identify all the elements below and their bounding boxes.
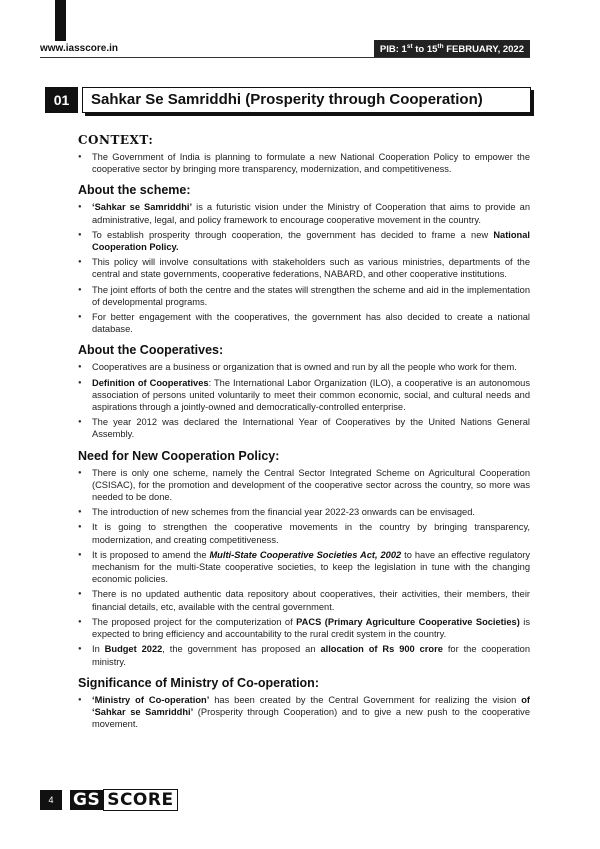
list-item: ● For better engagement with the cooperatives, the government has also decided to create a national database. [78, 311, 530, 335]
list-item: ● The introduction of new schemes from the financial year 2022-23 onwards can be envisaged. [78, 506, 530, 518]
list-item: ● ‘Ministry of Co-operation’ has been created by the Central Government for realizing the vision of ‘Sahkar se Samriddhi’ (Prosperity through Cooperation) and to give a new push to the cooperative movement. [78, 694, 530, 731]
gsscore-logo: GS SCORE [70, 790, 178, 810]
heading-cooperatives: About the Cooperatives: [78, 343, 224, 358]
list-item: ● In Budget 2022, the government has proposed an allocation of Rs 900 crore for the cooperation ministry. [78, 643, 530, 667]
list-item: ● It is proposed to amend the Multi-State Cooperative Societies Act, 2002 to have an effective regulatory mechanism for the multi-State cooperative societies, to keep the legislation in tune with the changing economic policies. [78, 549, 530, 586]
list-item: ● There is only one scheme, namely the Central Sector Integrated Scheme on Agricultural Cooperation (CSISAC), for the promotion and development of the cooperative sector across the country, so more was needed to be done. [78, 467, 530, 504]
cooperatives-list [78, 361, 530, 440]
article-body [78, 132, 530, 737]
header-divider [40, 57, 530, 58]
list-item: ● ‘Sahkar se Samriddhi’ is a futuristic vision under the Ministry of Cooperation that aims to provide an administrative, legal, and policy framework to encourage cooperative movement in the country. [78, 201, 530, 225]
list-item: ● The year 2012 was declared the International Year of Cooperatives by the United Nations General Assembly. [78, 416, 530, 440]
page-number: 4 [40, 790, 62, 810]
list-item: ● The joint efforts of both the centre and the states will strengthen the scheme and aid in the implementation of developmental programs. [78, 284, 530, 308]
significance-list [78, 694, 530, 731]
heading-need: Need for New Cooperation Policy: [78, 448, 280, 463]
list-item: ● Cooperatives are a business or organization that is owned and run by all the people who work for them. [78, 361, 530, 373]
need-list [78, 467, 530, 668]
context-list [78, 151, 530, 175]
list-item: ● It is going to strengthen the cooperative movements in the country by bringing transparency, modernization, and creating competitiveness. [78, 521, 530, 545]
article-number: 01 [45, 87, 78, 113]
site-url: www.iasscore.in [40, 43, 118, 54]
list-item: ● There is no updated authentic data repository about cooperatives, their activities, their members, their financial details, etc, available with the central government. [78, 588, 530, 612]
heading-scheme: About the scheme: [78, 183, 191, 198]
top-decor-bar [55, 0, 66, 41]
list-item: ● The Government of India is planning to formulate a new National Cooperation Policy to empower the cooperative sector by bringing more transparency, modernization, and competitiveness. [78, 151, 530, 175]
article-title [45, 87, 531, 113]
pib-date-badge: PIB: 1st to 15th FEBRUARY, 2022 [374, 40, 530, 58]
list-item: ● Definition of Cooperatives: The International Labor Organization (ILO), a cooperative is an autonomous association of persons united voluntarily to meet their common economic, social, and cultural needs and aspirations through a jointly-owned and democratically-controlled enterprise. [78, 377, 530, 414]
article-title-text: Sahkar Se Samriddhi (Prosperity through Cooperation) [82, 87, 531, 113]
heading-context: CONTEXT: [78, 133, 154, 147]
heading-significance: Significance of Ministry of Co-operation: [78, 675, 319, 690]
list-item: ● This policy will involve consultations with stakeholders such as various ministries, departments of the central and state governments, cooperative federations, NABARD, and other cooperative institutions. [78, 256, 530, 280]
scheme-list [78, 201, 530, 335]
list-item: ● The proposed project for the computerization of PACS (Primary Agriculture Cooperative Societies) is expected to bring efficiency and accountability to the rural credit system in the country. [78, 616, 530, 640]
list-item: ● To establish prosperity through cooperation, the government has decided to frame a new National Cooperation Policy. [78, 229, 530, 253]
